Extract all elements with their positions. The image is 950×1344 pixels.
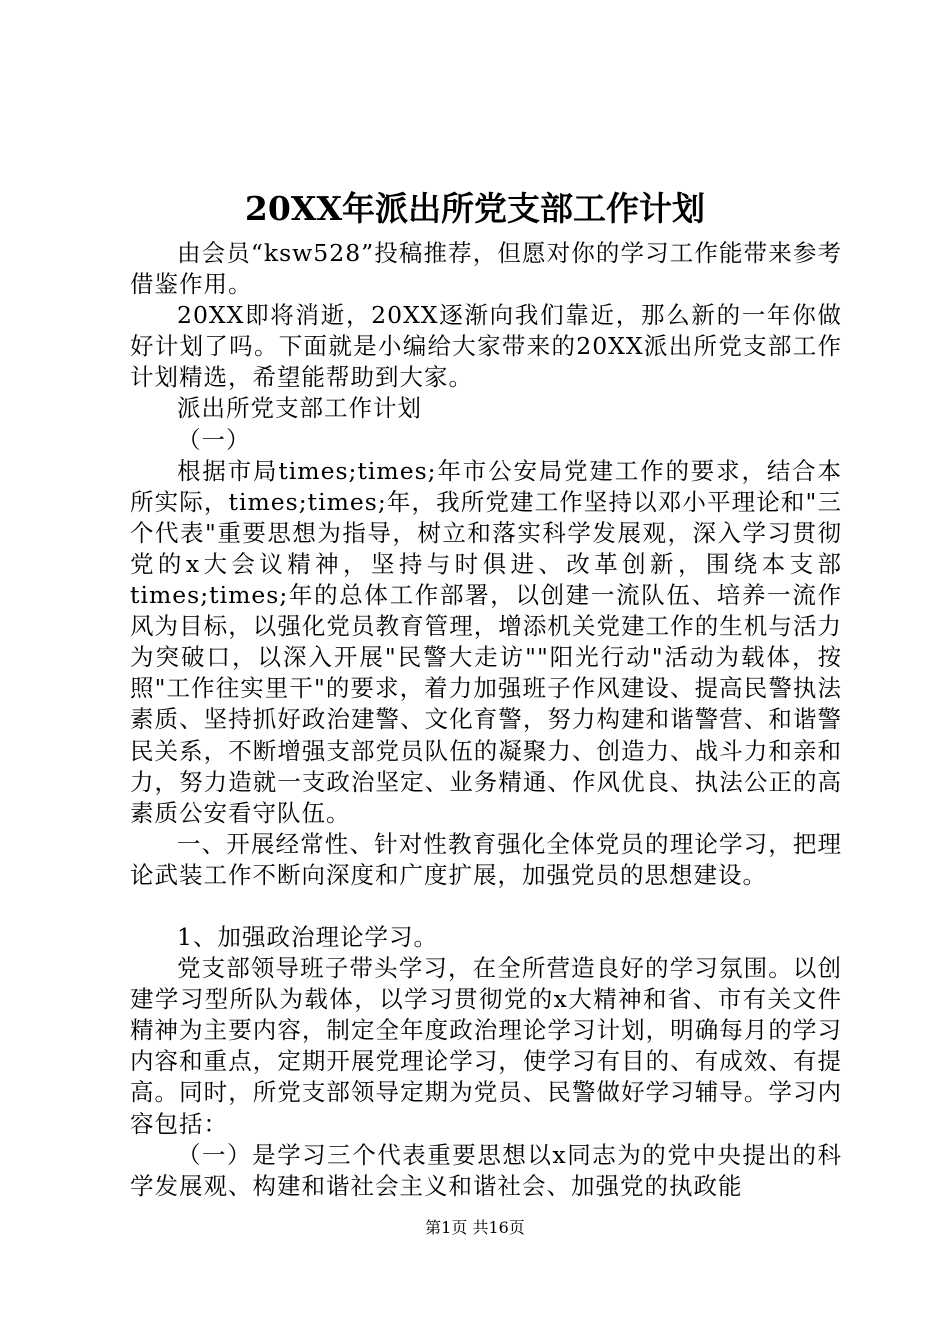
paragraph-study: 党支部领导班子带头学习，在全所营造良好的学习氛围。以创建学习型所队为载体，以学习贯彻党的x大精神和省、市有关文件精神为主要内容，制定全年度政治理论学习计划，明确每月的学习内容和重点，定期开展党理论学习，使学习有目的、有成效、有提高。同时，所党支部领导定期为党员、民警做好学习辅导。学习内容包括： xyxy=(130,954,842,1138)
paragraph-subtitle: 派出所党支部工作计划 xyxy=(177,394,422,423)
paragraph-preface: 20XX即将消逝，20XX逐渐向我们靠近，那么新的一年你做好计划了吗。下面就是小编给大家带来的20XX派出所党支部工作计划精选，希望能帮助到大家。 xyxy=(130,301,842,392)
paragraph-subheading: 1、加强政治理论学习。 xyxy=(177,922,438,951)
paragraph-heading-one: 一、开展经常性、针对性教育强化全体党员的理论学习，把理论武装工作不断向深度和广度扩展，加强党员的思想建设。 xyxy=(130,829,842,889)
paragraph-section-marker: （一） xyxy=(177,425,251,454)
paragraph-spacer xyxy=(130,891,842,922)
page-footer: 第1页 共16页 xyxy=(425,1218,525,1237)
paragraph-study-item: （一）是学习三个代表重要思想以x同志为的党中央提出的科学发展观、构建和谐社会主义和谐社会、加强党的执政能 xyxy=(130,1140,842,1200)
paragraph-intro: 由会员“ksw528”投稿推荐，但愿对你的学习工作能带来参考借鉴作用。 xyxy=(130,239,842,299)
paragraph-main: 根据市局times;times;年市公安局党建工作的要求，结合本所实际，times;times;年，我所党建工作坚持以邓小平理论和"三个代表"重要思想为指导，树立和落实科学发展观，深入学习贯彻党的x大会议精神，坚持与时俱进、改革创新，围绕本支部times;times;年的总体工作部署，以创建一流队伍、培养一流作风为目标，以强化党员教育管理，增添机关党建工作的生机与活力为突破口，以深入开展"民警大走访""阳光行动"活动为载体，按照"工作往实里干"的要求，着力加强班子作风建设、提高民警执法素质、坚持抓好政治建警、文化育警，努力构建和谐警营、和谐警民关系，不断增强支部党员队伍的凝聚力、创造力、战斗力和亲和力，努力造就一支政治坚定、业务精通、作风优良、执法公正的高素质公安看守队伍。 xyxy=(130,456,842,827)
document-title: 20XX年派出所党支部工作计划 xyxy=(244,189,706,228)
document-body xyxy=(130,238,842,1202)
